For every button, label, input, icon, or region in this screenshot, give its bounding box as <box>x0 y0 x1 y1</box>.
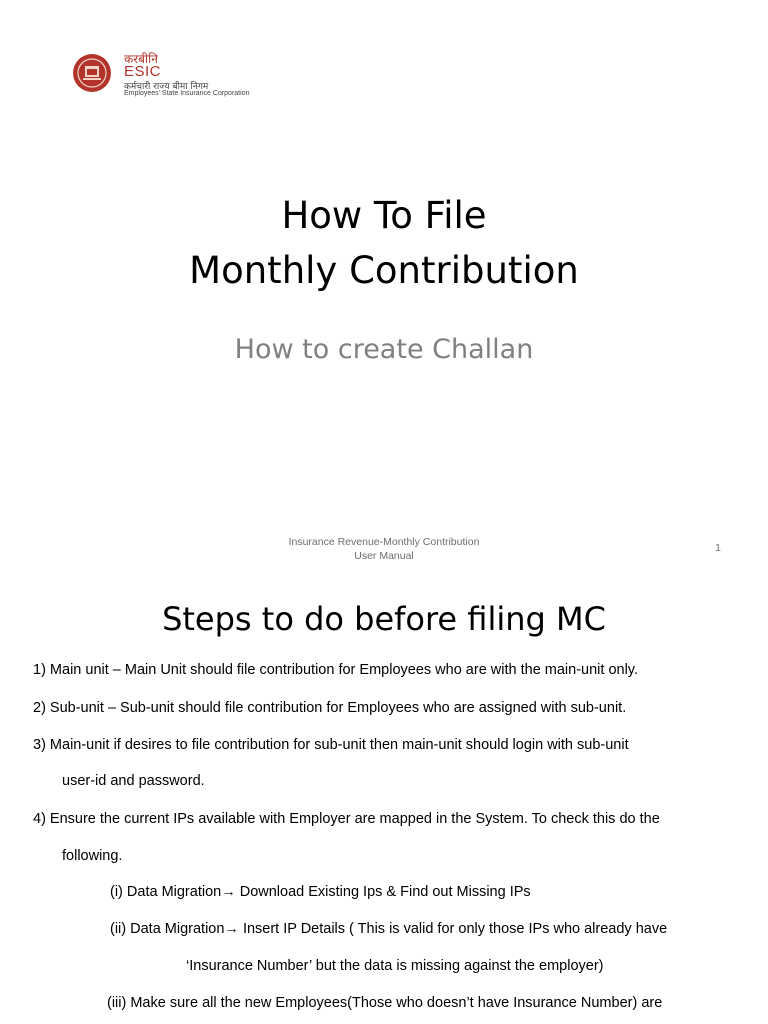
substep-ii: (ii) Data Migration→ Insert IP Details ( This is valid for only those IPs who already have <box>110 921 668 937</box>
slide-subtitle: How to create Challan <box>234 334 534 365</box>
logo-english-name: Employees' State Insurance Corporation <box>124 90 250 97</box>
substep-i: (i) Data Migration→ Download Existing Ips & Find out Missing IPs <box>110 884 531 900</box>
steps-slide <box>0 575 768 1024</box>
logo-hindi-name: कर्मचारी राज्य बीमा निगम <box>124 82 209 92</box>
footer-line1: Insurance Revenue-Monthly Contribution <box>288 536 480 548</box>
page-number: 1 <box>715 542 721 554</box>
step-3: 3) Main-unit if desires to file contribution for sub-unit then main-unit should login with sub-unit <box>33 737 629 753</box>
steps-title: Steps to do before filing MC <box>162 600 606 638</box>
footer-line2: User Manual <box>354 550 414 562</box>
logo-esic-text: ESIC <box>124 63 162 80</box>
slide-title-line1: How To File <box>281 194 487 237</box>
step-4: 4) Ensure the current IPs available with Employer are mapped in the System. To check this do the <box>33 811 660 827</box>
step-3-continued: user-id and password. <box>62 773 205 789</box>
substep-iii: (iii) Make sure all the new Employees(Those who doesn’t have Insurance Number) are <box>107 995 663 1011</box>
logo-hindi-top: करबीनि <box>124 52 158 66</box>
step-1: 1) Main unit – Main Unit should file contribution for Employees who are with the main-unit only. <box>33 662 638 678</box>
step-2: 2) Sub-unit – Sub-unit should file contribution for Employees who are assigned with sub-unit. <box>33 700 627 716</box>
slide-title-line2: Monthly Contribution <box>189 249 579 292</box>
substep-ii-continued: ‘Insurance Number’ but the data is missing against the employer) <box>186 958 604 974</box>
esic-logo <box>72 50 272 102</box>
step-4-continued: following. <box>62 848 123 864</box>
esic-emblem-icon <box>72 53 112 93</box>
